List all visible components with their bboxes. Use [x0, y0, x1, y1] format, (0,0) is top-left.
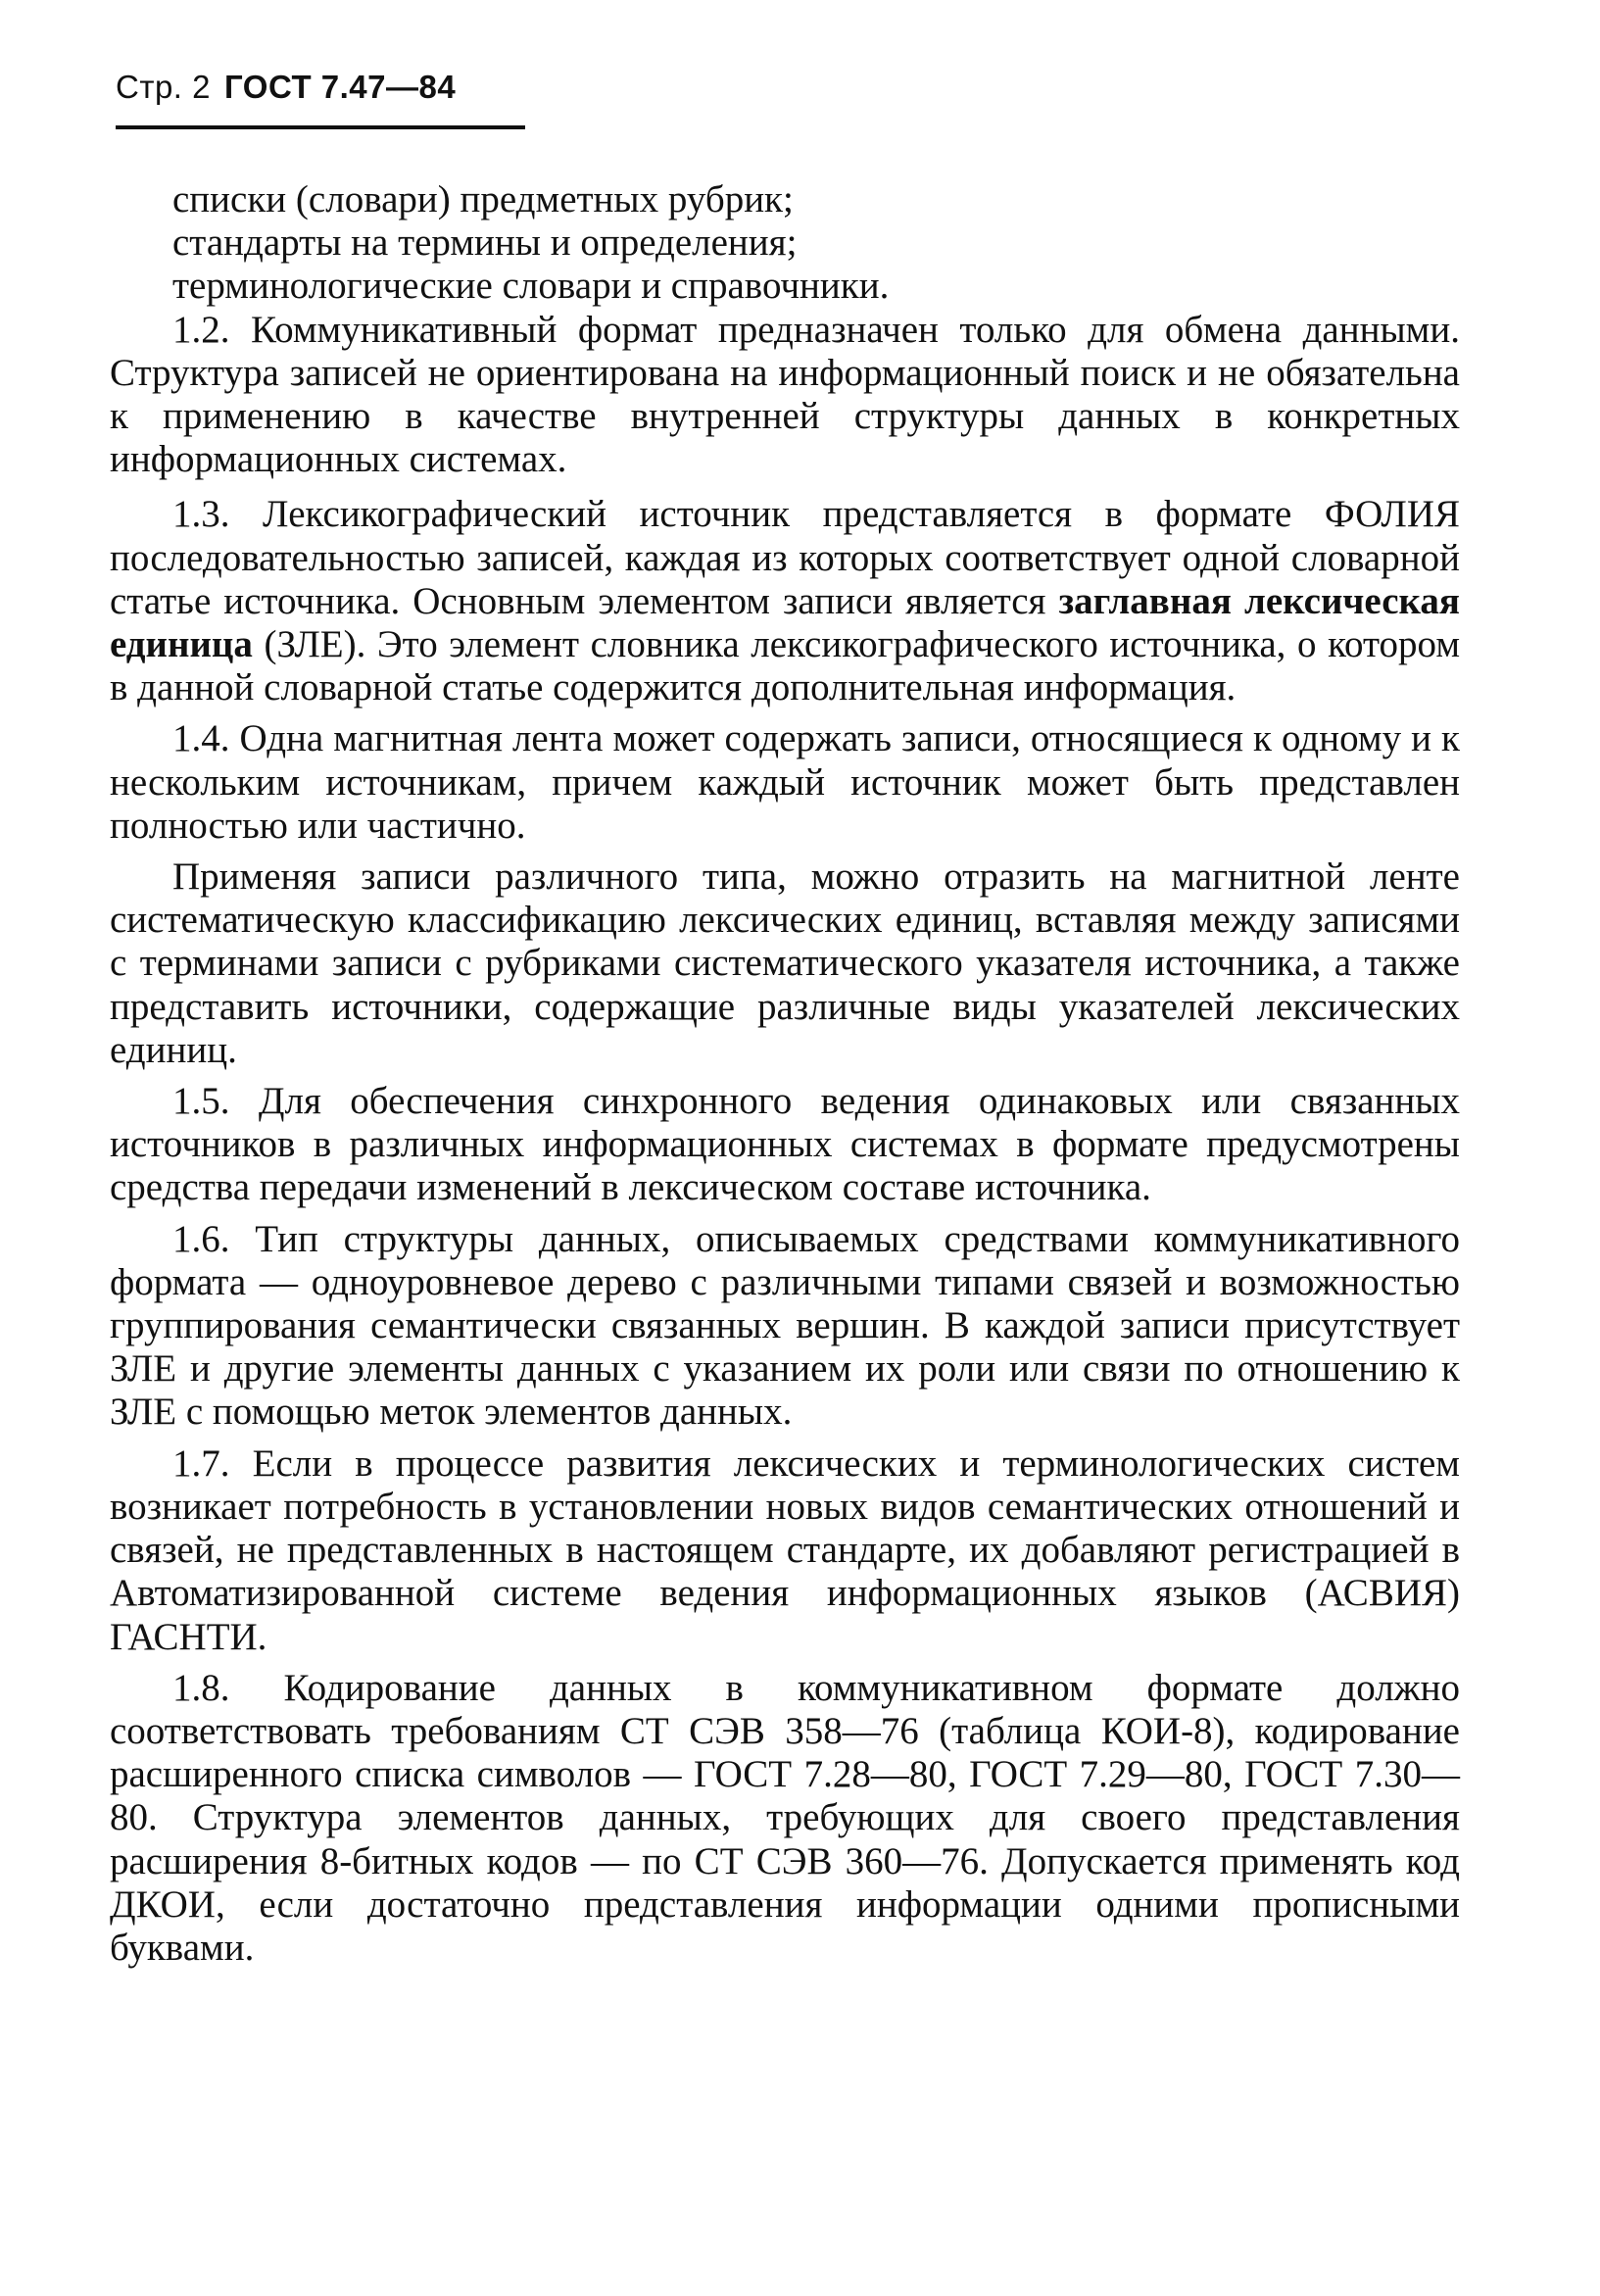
paragraph-1-3-text-end: (ЗЛЕ). Это элемент словника лексикографического источника, о котором в данной словарной статье содержится дополнительная информация.: [110, 623, 1460, 709]
paragraph-1-5: 1.5. Для обеспечения синхронного ведения одинаковых или связанных источников в различных информационных системах в формате предусмотрены средства передачи изменений в лексическом составе источника.: [110, 1080, 1460, 1209]
page-header: [116, 69, 525, 129]
standard-designation: ГОСТ 7.47—84: [224, 69, 457, 105]
paragraph-1-4: 1.4. Одна магнитная лента может содержать записи, относящиеся к одному и к нескольким источникам, причем каждый источник может быть представлен полностью или частично.: [110, 717, 1460, 847]
list-item: стандарты на термины и определения;: [172, 221, 798, 265]
paragraph-1-3-text-start: 1.3. Лексикографический источник представляется в формате ФОЛИЯ последовательностью записей, каждая из которых соответствует одной словарной статье источника. Основным элементом записи является: [110, 493, 1460, 622]
page-number: Стр. 2: [116, 69, 211, 105]
paragraph-1-7: 1.7. Если в процессе развития лексических и терминологических систем возникает потребность в установлении новых видов семантических отношений и связей, не представленных в настоящем стандарте, их добавляют регистрацией в Автоматизированной системе ведения информационных языков (АСВИЯ) ГАСНТИ.: [110, 1441, 1460, 1658]
term-bold: заглавная лексическая единица: [110, 579, 1460, 666]
paragraph-1-2: 1.2. Коммуникативный формат предназначен только для обмена данными. Структура записей не ориентирована на информационный поиск и не обязательна к применению в качестве внутренней структуры данных в конкретных информационных системах.: [110, 308, 1460, 481]
paragraph-1-6: 1.6. Тип структуры данных, описываемых средствами коммуникативного формата — одноуровневое дерево с различными типами связей и возможностью группирования семантически связанных вершин. В каждой записи присутствует ЗЛЕ и другие элементы данных с указанием их роли или связи по отношению к ЗЛЕ с помощью меток элементов данных.: [110, 1217, 1460, 1434]
list-item: терминологические словари и справочники.: [172, 265, 890, 308]
document-body: [110, 178, 1460, 1970]
paragraph-1-8: 1.8. Кодирование данных в коммуникативном формате должно соответствовать требованиям СТ СЭВ 358—76 (таблица КОИ-8), кодирование расширенного списка символов — ГОСТ 7.28—80, ГОСТ 7.29—80, ГОСТ 7.30—80. Структура элементов данных, требующих для своего представления расширения 8-битных кодов — по СТ СЭВ 360—76. Допускается применять код ДКОИ, если достаточно представления информации одними прописными буквами.: [110, 1666, 1460, 1969]
paragraph-1-3: [110, 493, 1460, 709]
paragraph-1-4-continued: Применяя записи различного типа, можно отразить на магнитной ленте систематическую классификацию лексических единиц, вставляя между записями с терминами записи с рубриками систематического указателя источника, а также представить источники, содержащие различные виды указателей лексических единиц.: [110, 855, 1460, 1071]
list-item: списки (словари) предметных рубрик;: [172, 178, 794, 220]
